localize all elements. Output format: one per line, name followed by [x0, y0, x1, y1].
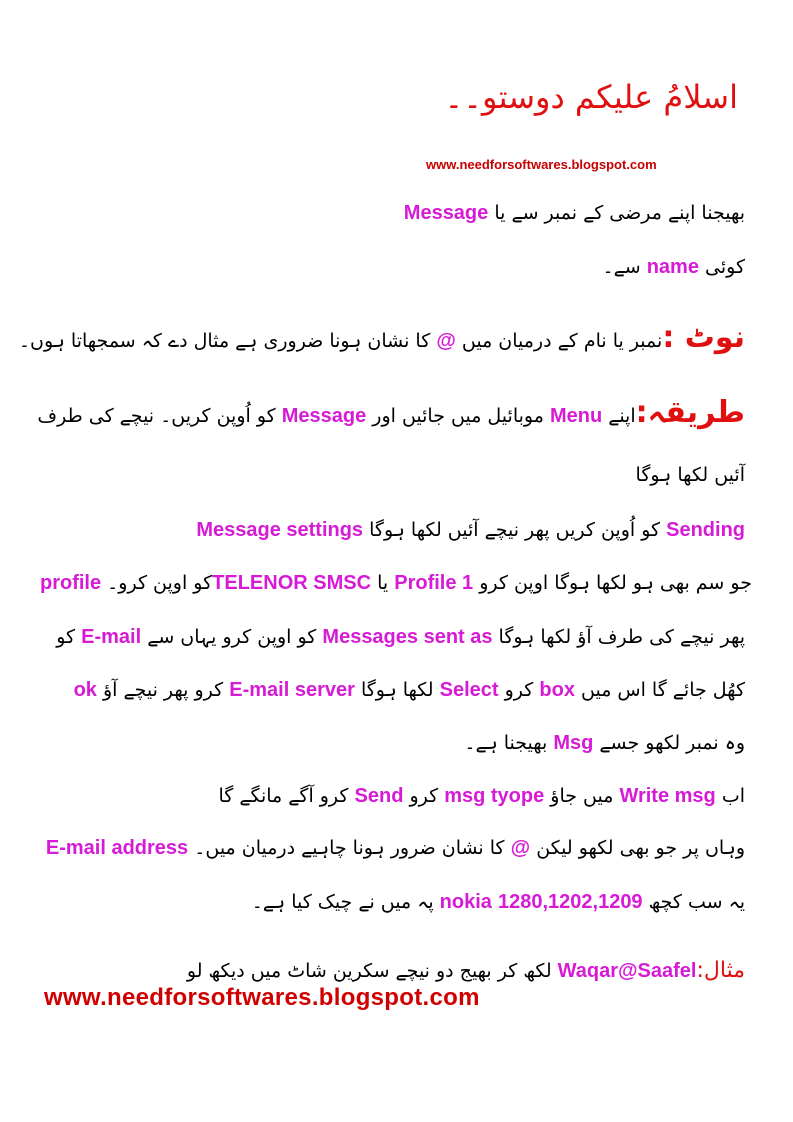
term-profile: profile [40, 572, 102, 594]
term-msg: Msg [553, 732, 594, 754]
line-7-mid: کو اوپن کرو۔ [101, 572, 213, 594]
line-1-text: بھیجنا اپنے مرضی کے نمبر سے یا [488, 202, 745, 224]
line-1 [40, 198, 745, 228]
term-profile-1: Profile 1 [394, 572, 474, 594]
example-address: Waqar@Saafel [557, 960, 697, 982]
line-7 [40, 568, 752, 598]
line-11-mid: میں جاؤ [544, 785, 620, 807]
line-9-mid3: کرو [498, 679, 540, 701]
line-10 [40, 728, 745, 758]
line-11-pre: اب [715, 785, 745, 807]
method-label: طریقہ: [635, 395, 745, 430]
term-messages-sent-as: Messages sent as [322, 626, 493, 648]
term-select: Select [439, 679, 499, 701]
line-9-mid: کرو پھر نیچے آؤ [96, 679, 230, 701]
term-message: Message [403, 202, 489, 224]
term-email: E-mail [81, 626, 142, 648]
at-symbol: @ [436, 330, 456, 352]
line-5 [40, 460, 745, 490]
line-2-post: سے۔ [602, 256, 647, 278]
term-email-server: E-mail server [229, 679, 355, 701]
term-menu: Menu [549, 405, 603, 427]
line-8 [40, 622, 745, 652]
line-8-pre: پھر نیچے کی طرف آؤ لکھا ہوگا [492, 626, 745, 648]
term-models: 1280,1202,1209 [497, 891, 643, 913]
note-text: نمبر یا نام کے درمیان میں [455, 330, 663, 352]
line-13 [40, 887, 745, 917]
line-13-pre: یہ سب کچھ [642, 891, 745, 913]
method-mid: موبائیل میں جائیں اور [366, 405, 550, 427]
line-6 [40, 515, 745, 545]
term-send: Send [354, 785, 404, 807]
line-2-pre: کوئی [698, 256, 745, 278]
line-7-post: جو سم بھی ہو لکھا ہوگا اوپن کرو [473, 572, 752, 594]
line-8-mid: کو اوپن کرو یہاں سے [141, 626, 323, 648]
note-post: کا نشان ہونا ضروری ہے مثال دے کہ سمجھاتا ہوں۔ [18, 330, 437, 352]
method-post: کو اُوپن کریں۔ نیچے کی طرف [37, 405, 282, 427]
line-11-mid2: کرو [403, 785, 445, 807]
note-label: نوٹ : [662, 320, 745, 355]
method-line [37, 395, 745, 431]
method-pre: اپنے [602, 405, 636, 427]
line-6-mid: کو اُوپن کریں پھر نیچے آئیں لکھا ہوگا [363, 519, 667, 541]
line-10-pre: وہ نمبر لکھو جسے [593, 732, 745, 754]
term-name: name [646, 256, 699, 278]
line-9 [40, 675, 745, 705]
note-line [18, 320, 745, 356]
at-symbol-2: @ [510, 837, 531, 859]
line-12-mid: وہاں پر جو بھی لکھو لیکن [188, 837, 745, 859]
blog-url-bottom: www.needforsoftwares.blogspot.com [44, 984, 480, 1011]
line-9-mid2: لکھا ہوگا [354, 679, 440, 701]
term-email-address: E-mail address [45, 837, 189, 859]
term-message-2: Message [281, 405, 367, 427]
line-11-post: کرو آگے مانگے گا [218, 785, 355, 807]
example-label: مثال: [696, 958, 745, 983]
line-11 [40, 781, 745, 811]
term-telenor-smsc: TELENOR SMSC [212, 572, 372, 594]
term-message-settings: Message settings [196, 519, 364, 541]
line-13-post: پہ میں نے چیک کیا ہے۔ [251, 891, 440, 913]
line-2 [40, 252, 745, 282]
example-line [40, 956, 745, 986]
line-5-text: آئیں لکھا ہوگا [635, 464, 745, 486]
line-12-post: کا نشان ضرور ہونا چاہیے درمیان میں۔ [194, 837, 511, 859]
term-ok: ok [73, 679, 97, 701]
line-12 [40, 833, 745, 863]
term-sending: Sending [666, 519, 745, 541]
page-title: اسلامُ علیکم دوستو۔۔ [444, 78, 738, 116]
term-nokia: nokia [439, 891, 492, 913]
term-write-msg: Write msg [619, 785, 716, 807]
line-10-post: بھیجنا ہے۔ [464, 732, 554, 754]
term-msg-tyope: msg tyope [444, 785, 545, 807]
term-box: box [539, 679, 575, 701]
line-7-mid2: یا [371, 572, 395, 594]
line-9-post: کھُل جائے گا اس میں [574, 679, 745, 701]
line-8-post: کو [56, 626, 82, 648]
blog-url-top: www.needforsoftwares.blogspot.com [426, 157, 657, 172]
example-post: لکھ کر بھیج دو نیچے سکرین شاٹ میں دیکھ لو [186, 960, 558, 982]
